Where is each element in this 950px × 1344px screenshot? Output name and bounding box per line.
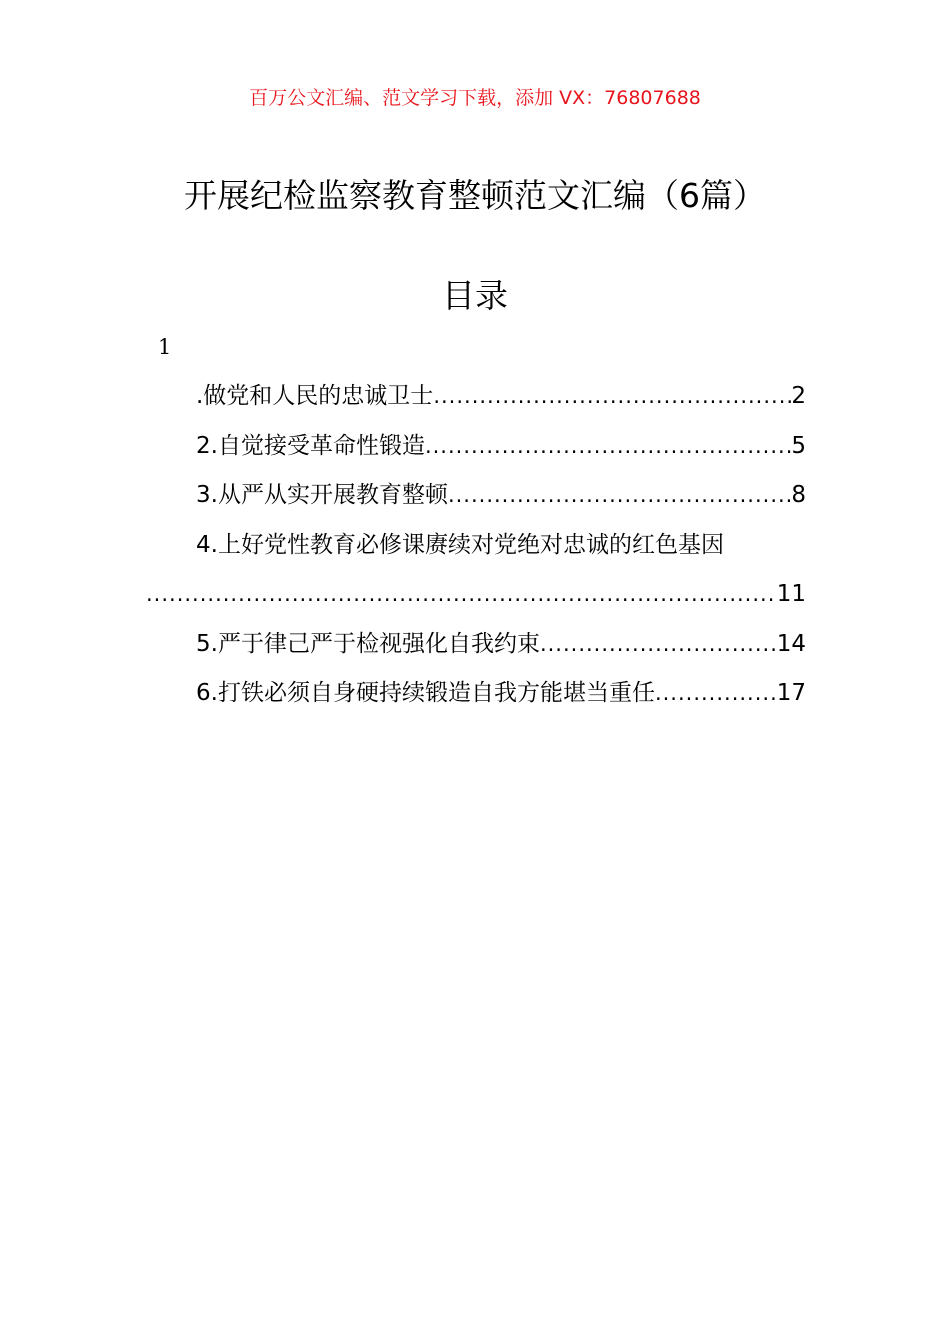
toc-entry-text: 5.严于律己严于检视强化自我约束 <box>196 630 540 657</box>
toc-entry-page: 2 <box>791 383 806 409</box>
toc-leader-dots <box>448 471 791 521</box>
toc-entry-page: 14 <box>776 630 806 657</box>
toc-leader-dots <box>655 669 777 719</box>
toc-entry-text: .做党和人民的忠诚卫士 <box>196 383 434 409</box>
toc-entry-text: 2.自觉接受革命性锻造 <box>196 432 425 459</box>
toc-entry-page: 11 <box>776 581 806 607</box>
toc-entry-leader-line <box>146 570 806 620</box>
toc-leader-dots <box>433 372 791 422</box>
header-watermark-note: 百万公文汇编、范文学习下载，添加 VX：76807688 <box>249 87 701 109</box>
toc-entry-page: 17 <box>776 680 806 706</box>
toc-entry-text: 4.上好党性教育必修课赓续对党绝对忠诚的红色基因 <box>196 531 724 558</box>
toc-entry-text: 3.从严从实开展教育整顿 <box>196 482 448 508</box>
toc-entry[interactable] <box>146 521 806 620</box>
document-title: 开展纪检监察教育整顿范文汇编（6篇） <box>184 176 766 215</box>
toc-leader-dots <box>425 422 791 472</box>
toc-entry-page: 8 <box>791 482 806 508</box>
toc-entry[interactable] <box>146 372 806 422</box>
toc-leader-dots <box>540 620 777 670</box>
stray-page-number: 1 <box>158 335 172 359</box>
toc-entry[interactable] <box>146 471 806 521</box>
toc-entry[interactable] <box>146 620 806 670</box>
toc-entry[interactable] <box>146 422 806 472</box>
toc-entry-page: 5 <box>791 432 806 459</box>
toc-entry-text: 6.打铁必须自身硬持续锻造自我方能堪当重任 <box>196 680 655 706</box>
toc-heading: 目录 <box>442 276 508 315</box>
toc-entry[interactable] <box>146 669 806 719</box>
table-of-contents <box>146 372 806 719</box>
toc-leader-dots <box>146 570 777 620</box>
